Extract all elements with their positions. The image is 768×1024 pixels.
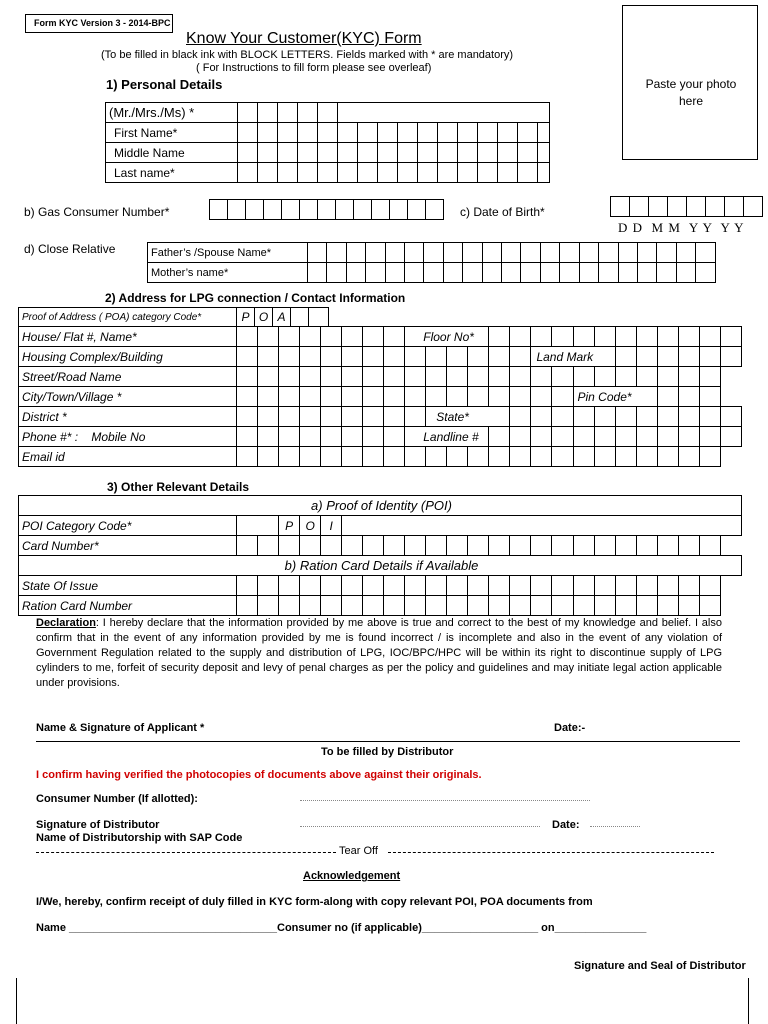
form-title-text: Know Your Customer(KYC) Form [186,30,422,47]
card-label: Card Number* [19,536,237,556]
state-label: State* [426,407,510,427]
acknowledgement-text: I/We, hereby, confirm receipt of duly filled in KYC form-along with copy relevant POI, POA documents from [36,896,593,908]
instruction-line-1: (To be filled in black ink with BLOCK LETTERS. Fields marked with * are mandatory) [101,49,514,61]
state-issue-row[interactable] [19,576,742,596]
consumer-number-field[interactable] [300,800,590,801]
ration-heading-row [19,556,742,576]
distributor-confirm: I confirm having verified the photocopies of documents above against their originals. [36,769,482,781]
complex-label: Housing Complex/Building [19,347,237,367]
photo-box-label: Paste your photo here [645,77,737,108]
address-row-house[interactable] [19,327,742,347]
applicant-signature-label: Name & Signature of Applicant * [36,722,205,734]
consumer-number-label: Consumer Number (If allotted): [36,793,198,805]
declaration-text: : I hereby declare that the information provided by me above is true and correct to the best of my knowledge and belief. I also confirm that in the event of any information provided by me is found incorrect / is incomplete and also in the event of any violation of Government Regulation related to the supply and distribution of LPG, IOC/BPC/HPC will be within its right to discontinue supply of LPG cylinders to me, forfeit of security deposit and levy of penal charges as per the policy and guidelines and may initiate legal action applicable under provisions. [36,617,722,689]
declaration [36,616,722,691]
relative-table [147,242,735,283]
first-name-row[interactable] [106,123,550,143]
first-name-label: First Name* [106,123,238,143]
pin-code-label: Pin Code* [573,387,657,407]
poa-grid [18,307,329,327]
mother-row[interactable] [148,263,735,283]
poa-table [18,307,329,327]
version-tag [25,14,173,33]
poi-heading-row [19,496,742,516]
address-heading: 2) Address for LPG connection / Contact Information [105,291,406,305]
distributor-signature-label: Signature of Distributor [36,819,160,831]
address-row-email[interactable] [19,447,742,467]
other-grid [18,495,742,616]
applicant-date-label: Date:- [554,722,586,734]
address-grid [18,326,742,467]
email-label: Email id [19,447,237,467]
address-row-city[interactable] [19,387,742,407]
father-spouse-label: Father’s /Spouse Name* [148,243,308,263]
address-row-phone[interactable] [19,427,742,447]
other-table [18,495,742,616]
distributor-signature-field[interactable] [300,826,540,827]
mother-label: Mother’s name* [148,263,308,283]
acknowledgement-name-line[interactable]: Name __________________________________Consumer no (if applicable)___________________ on_______________ [36,922,647,934]
seal-label: Signature and Seal of Distributor [574,960,746,972]
poi-letter-o: O [300,516,321,536]
landmark-label: Land Mark [531,347,615,367]
city-label: City/Town/Village * [19,387,237,407]
ration-number-row[interactable] [19,596,742,616]
house-label: House/ Flat #, Name* [19,327,237,347]
address-row-street[interactable] [19,367,742,387]
floor-label: Floor No* [405,327,489,347]
last-name-label: Last name* [106,163,238,183]
ration-heading: b) Ration Card Details if Available [19,556,742,576]
poi-label: POI Category Code* [19,516,237,536]
landline-label: Landline # [405,427,489,447]
personal-table [105,102,550,183]
dob-format: D D M M Y Y Y Y [618,220,745,235]
distributor-date-label: Date: [552,819,580,831]
other-heading: 3) Other Relevant Details [107,480,250,494]
version-tag-text: Form KYC Version 3 - 2014-BPC [34,18,171,28]
title-label: (Mr./Mrs./Ms) * [106,103,238,123]
middle-name-label: Middle Name [106,143,238,163]
distributorship-name-label: Name of Distributorship with SAP Code [36,832,243,844]
father-spouse-row[interactable] [148,243,735,263]
last-name-row[interactable] [106,163,550,183]
dob-cells[interactable] [610,196,763,217]
distributor-date-field[interactable] [590,826,640,827]
acknowledgement-heading: Acknowledgement [303,870,401,882]
close-relative-label: d) Close Relative [24,242,116,256]
instruction-line-2: ( For Instructions to fill form please see overleaf) [196,62,432,74]
signature-line [36,741,740,742]
tear-off-line-right [388,852,714,853]
tear-off-line-left [36,852,336,853]
form-title [186,30,422,48]
address-table [18,326,742,467]
poa-label: Proof of Address ( POA) category Code* [19,308,237,327]
gas-consumer-cells[interactable] [209,199,444,220]
bottom-frame-left [16,978,17,1024]
poi-heading: a) Proof of Identity (POI) [19,496,742,516]
address-row-district[interactable] [19,407,742,427]
poi-letter-i: I [321,516,342,536]
middle-name-row[interactable] [106,143,550,163]
title-row[interactable] [106,103,550,123]
poa-letter-p: P [237,308,255,327]
poa-row[interactable] [19,308,329,327]
dob-label: c) Date of Birth* [460,205,545,219]
bottom-frame-right [748,978,749,1024]
poa-letter-a: A [273,308,291,327]
state-issue-label: State Of Issue [19,576,237,596]
poi-code-row[interactable] [19,516,742,536]
declaration-title: Declaration [36,617,96,629]
phone-label: Phone #* : Mobile No [19,427,237,447]
personal-details-heading: 1) Personal Details [106,77,223,92]
tear-off-label: Tear Off [339,845,378,857]
poi-letter-p: P [279,516,300,536]
personal-name-grid [105,102,550,183]
distributor-heading: To be filled by Distributor [321,746,454,758]
relative-grid [147,242,735,283]
poa-letter-o: O [255,308,273,327]
street-label: Street/Road Name [19,367,237,387]
ration-number-label: Ration Card Number [19,596,237,616]
photo-box[interactable] [622,5,758,160]
gas-consumer-label: b) Gas Consumer Number* [24,205,170,219]
address-row-complex[interactable] [19,347,742,367]
card-number-row[interactable] [19,536,742,556]
district-label: District * [19,407,237,427]
